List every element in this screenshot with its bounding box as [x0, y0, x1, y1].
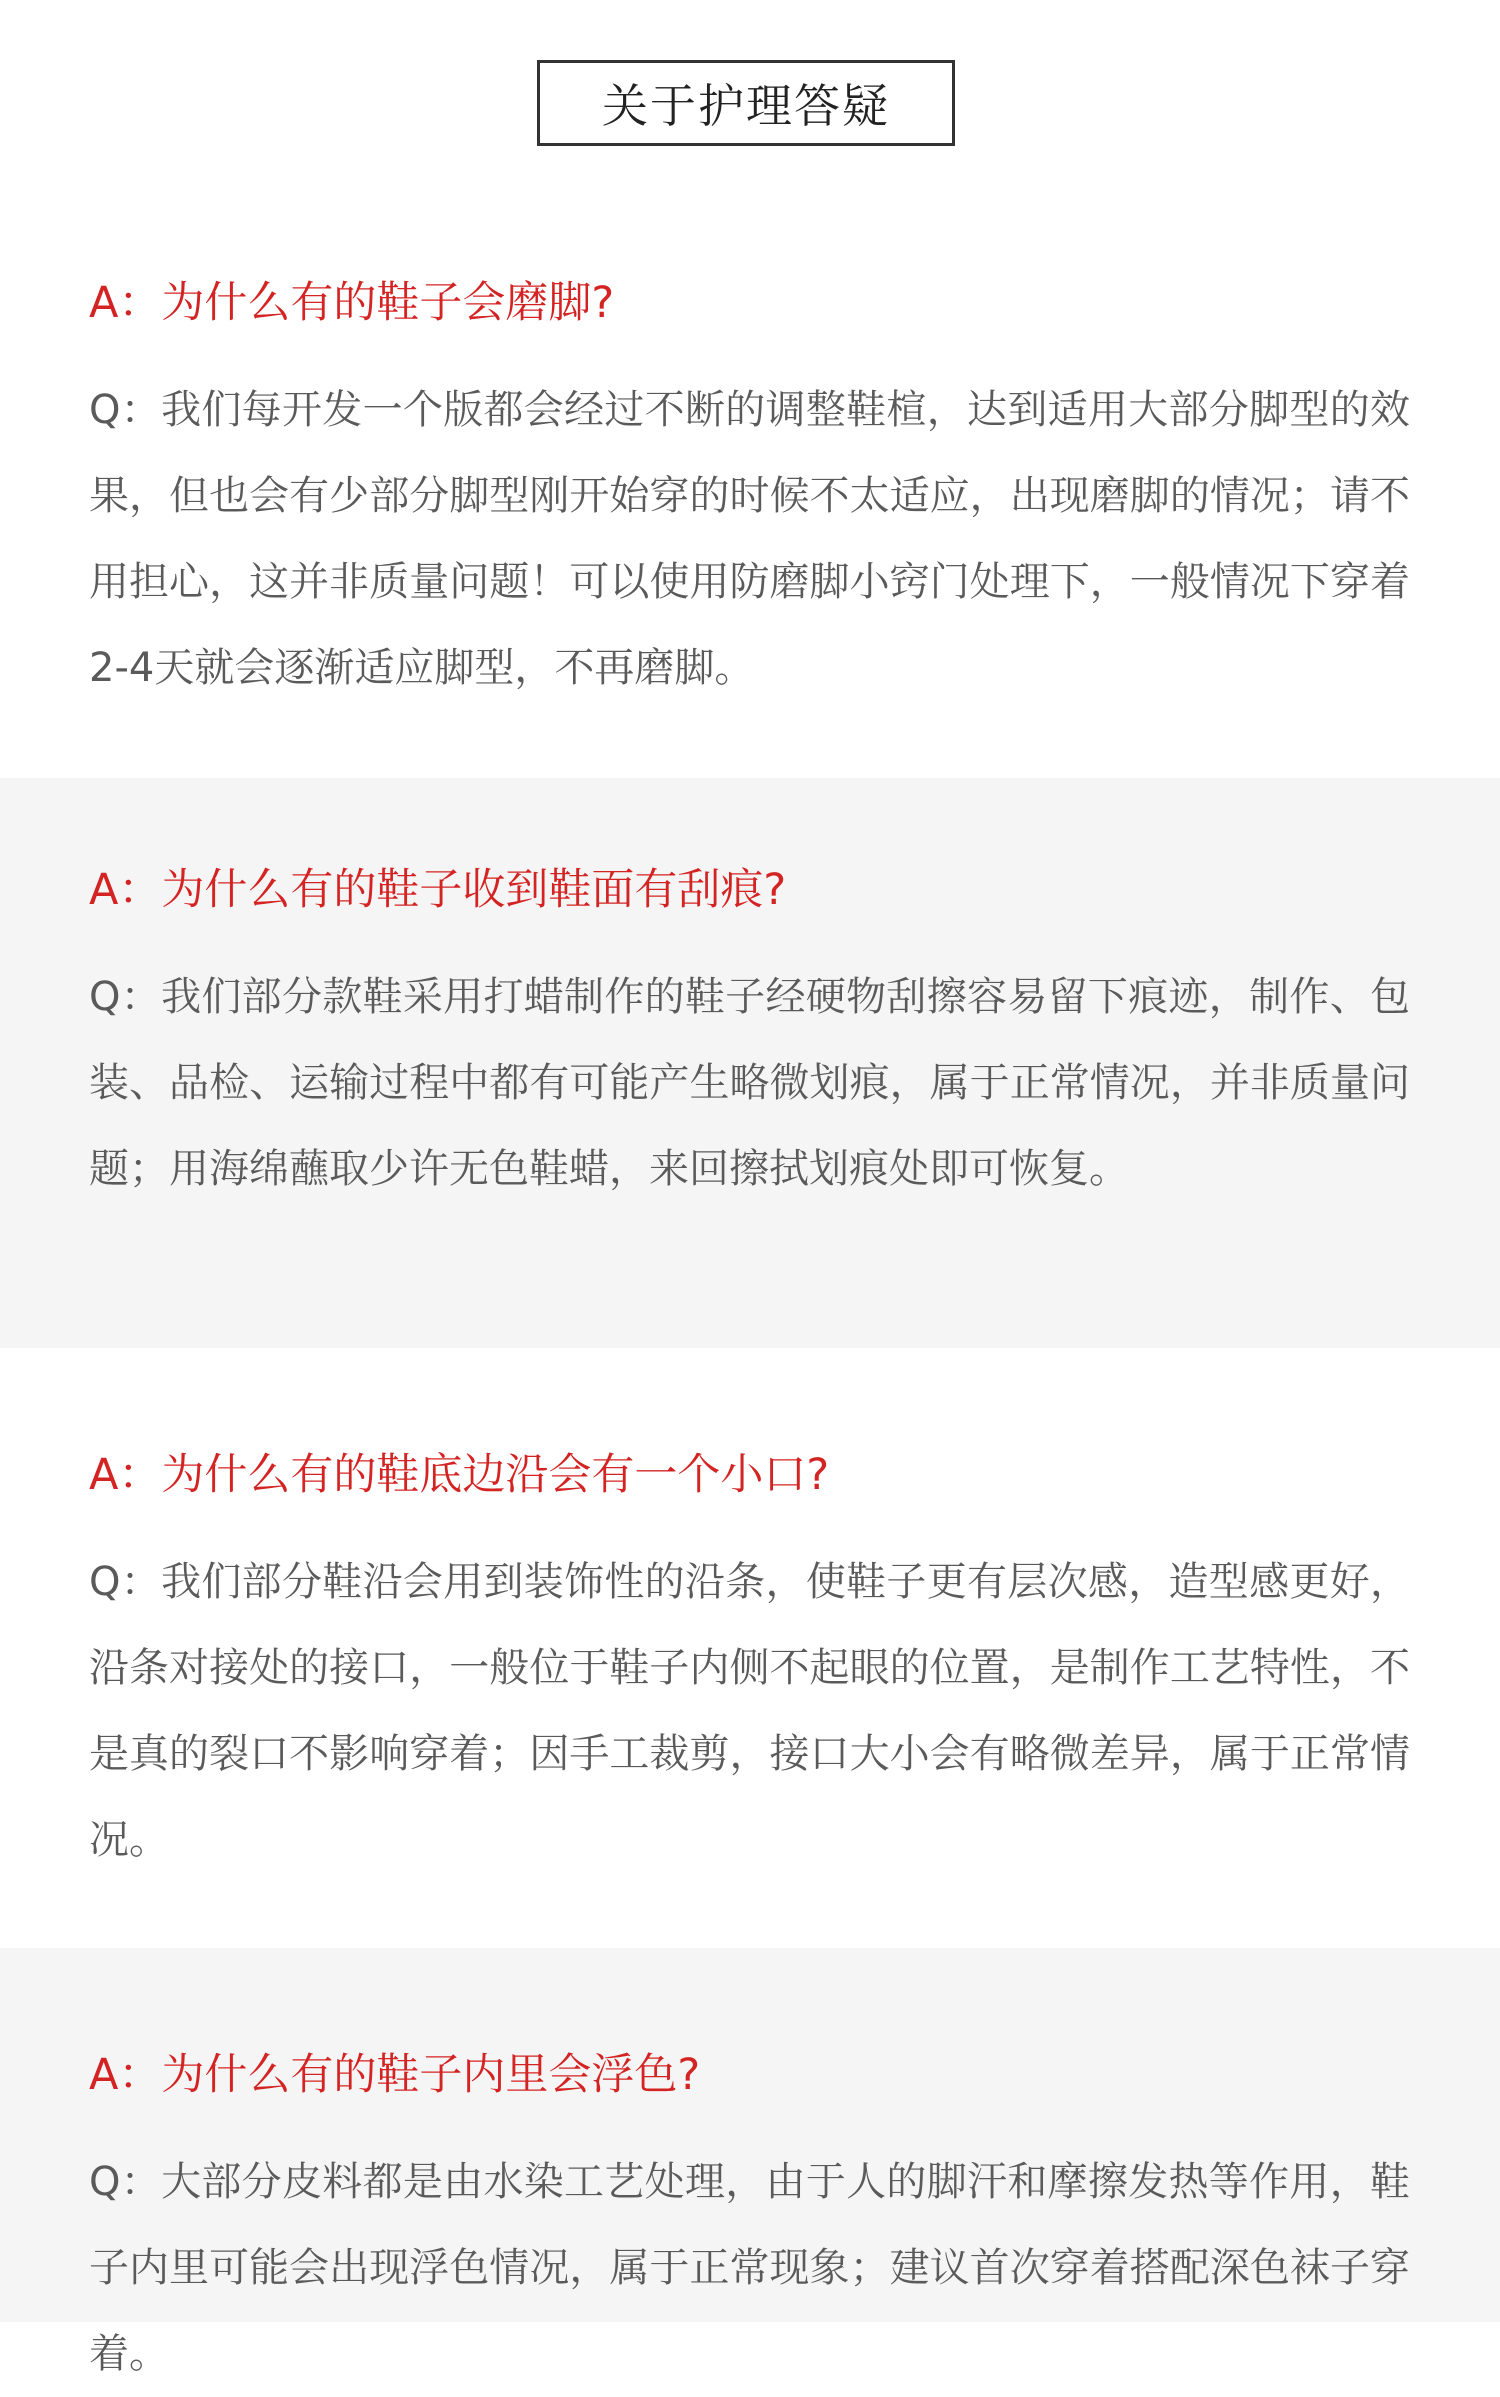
- faq-question: A：为什么有的鞋子收到鞋面有刮痕?: [89, 865, 787, 915]
- faq-question: A：为什么有的鞋子会磨脚?: [89, 278, 615, 328]
- faq-answer: Q：大部分皮料都是由水染工艺处理，由于人的脚汗和摩擦发热等作用，鞋子内里可能会出现浮色情况，属于正常现象；建议首次穿着搭配深色袜子穿着。: [89, 2159, 1410, 2377]
- faq-item-chafing: [0, 198, 1500, 778]
- page-title: 关于护理答疑: [537, 60, 955, 146]
- page-header: [0, 0, 1500, 198]
- faq-item-sole-gap: [0, 1348, 1500, 1948]
- faq-question: A：为什么有的鞋底边沿会有一个小口?: [89, 1450, 830, 1500]
- faq-answer: Q：我们每开发一个版都会经过不断的调整鞋楦，达到适用大部分脚型的效果，但也会有少部分脚型刚开始穿的时候不太适应，出现磨脚的情况；请不用担心，这并非质量问题！可以使用防磨脚小窍门处理下，一般情况下穿着2-4天就会逐渐适应脚型，不再磨脚。: [89, 387, 1410, 691]
- faq-item-scratches: [0, 778, 1500, 1348]
- faq-question: A：为什么有的鞋子内里会浮色?: [89, 2050, 701, 2100]
- faq-answer: Q：我们部分鞋沿会用到装饰性的沿条，使鞋子更有层次感，造型感更好，沿条对接处的接口，一般位于鞋子内侧不起眼的位置，是制作工艺特性，不是真的裂口不影响穿着；因手工裁剪，接口大小会有略微差异，属于正常情况。: [89, 1559, 1410, 1863]
- faq-answer: Q：我们部分款鞋采用打蜡制作的鞋子经硬物刮擦容易留下痕迹，制作、包装、品检、运输过程中都有可能产生略微划痕，属于正常情况，并非质量问题；用海绵蘸取少许无色鞋蜡，来回擦拭划痕处即可恢复。: [89, 974, 1410, 1192]
- faq-item-lining-color: [0, 1948, 1500, 2377]
